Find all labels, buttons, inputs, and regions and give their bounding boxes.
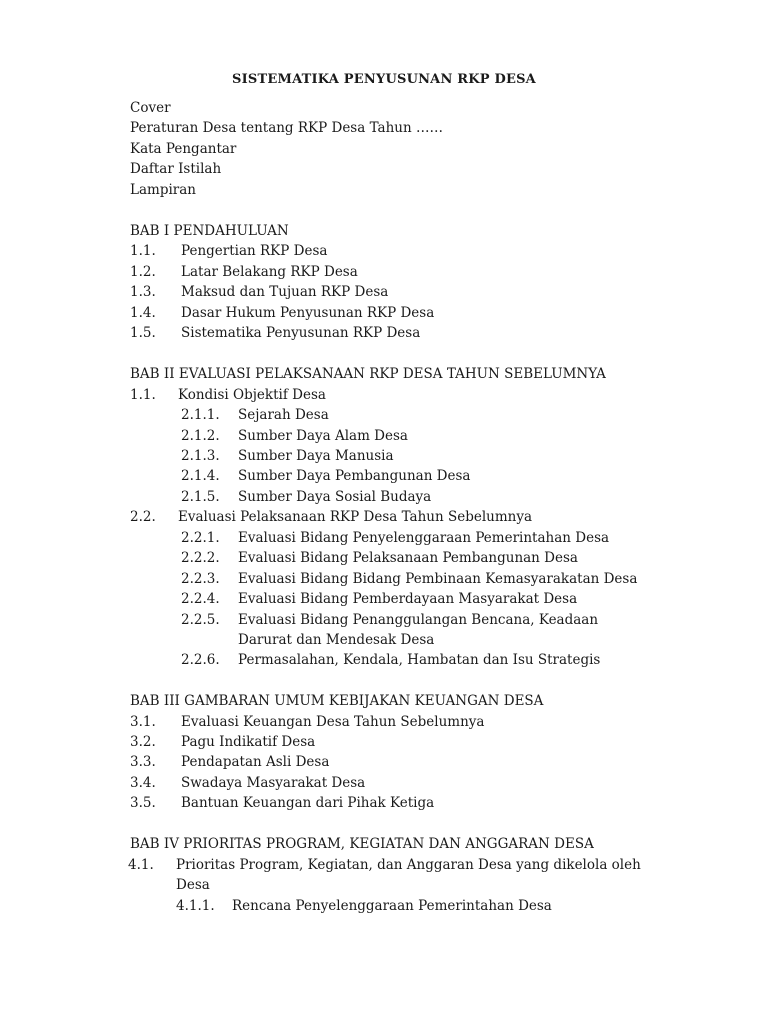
item-text: Kondisi Objektif Desa [178, 387, 326, 403]
item-text: Sumber Daya Sosial Budaya [238, 489, 432, 505]
item-number: 1.1. [130, 243, 156, 259]
chapter-heading-bab-1: BAB I PENDAHULUAN [130, 223, 289, 239]
item-text: Evaluasi Bidang Penyelenggaraan Pemerintahan Desa [238, 530, 610, 546]
item-text-continued: Darurat dan Mendesak Desa [238, 632, 435, 648]
item-text: Latar Belakang RKP Desa [181, 264, 358, 280]
item-number: 4.1.1. [176, 898, 215, 914]
item-number: 2.2.6. [181, 652, 220, 668]
item-text: Dasar Hukum Penyusunan RKP Desa [181, 305, 435, 321]
page-title: SISTEMATIKA PENYUSUNAN RKP DESA [232, 72, 536, 87]
item-number: 1.3. [130, 284, 156, 300]
item-text: Bantuan Keuangan dari Pihak Ketiga [181, 795, 435, 811]
item-number: 3.2. [130, 734, 156, 750]
chapter-heading-bab-3: BAB III GAMBARAN UMUM KEBIJAKAN KEUANGAN DESA [130, 693, 544, 709]
item-text: Maksud dan Tujuan RKP Desa [181, 284, 389, 300]
item-number: 2.2. [130, 509, 156, 525]
item-text: Pendapatan Asli Desa [181, 754, 330, 770]
item-text: Evaluasi Bidang Pelaksanaan Pembangunan Desa [238, 550, 578, 566]
front-matter-kata-pengantar: Kata Pengantar [130, 141, 237, 157]
item-number: 2.1.1. [181, 407, 220, 423]
item-text: Pagu Indikatif Desa [181, 734, 316, 750]
item-number: 3.3. [130, 754, 156, 770]
front-matter-lampiran: Lampiran [130, 182, 196, 198]
item-text: Evaluasi Keuangan Desa Tahun Sebelumnya [181, 714, 485, 730]
item-text-continued: Desa [176, 877, 210, 893]
item-number: 2.1.3. [181, 448, 220, 464]
item-number: 1.5. [130, 325, 156, 341]
item-number: 2.1.5. [181, 489, 220, 505]
item-text: Sumber Daya Manusia [238, 448, 394, 464]
front-matter-cover: Cover [130, 100, 171, 116]
chapter-heading-bab-4: BAB IV PRIORITAS PROGRAM, KEGIATAN DAN ANGGARAN DESA [130, 836, 594, 852]
item-number: 2.2.3. [181, 571, 220, 587]
item-number: 2.1.4. [181, 468, 220, 484]
item-text: Evaluasi Bidang Bidang Pembinaan Kemasyarakatan Desa [238, 571, 638, 587]
item-number: 2.2.1. [181, 530, 220, 546]
item-number: 1.2. [130, 264, 156, 280]
item-text: Sejarah Desa [238, 407, 329, 423]
item-text: Evaluasi Bidang Penanggulangan Bencana, Keadaan [238, 612, 599, 628]
item-text: Pengertian RKP Desa [181, 243, 328, 259]
front-matter-daftar-istilah: Daftar Istilah [130, 161, 222, 177]
item-text: Prioritas Program, Kegiatan, dan Anggaran Desa yang dikelola oleh [176, 857, 641, 873]
item-number: 3.5. [130, 795, 156, 811]
item-text: Sumber Daya Alam Desa [238, 428, 408, 444]
chapter-heading-bab-2: BAB II EVALUASI PELAKSANAAN RKP DESA TAHUN SEBELUMNYA [130, 366, 606, 382]
item-number: 3.1. [130, 714, 156, 730]
item-number: 1.4. [130, 305, 156, 321]
item-text: Swadaya Masyarakat Desa [181, 775, 366, 791]
item-number: 3.4. [130, 775, 156, 791]
front-matter-peraturan: Peraturan Desa tentang RKP Desa Tahun …… [130, 120, 443, 136]
item-text: Sistematika Penyusunan RKP Desa [181, 325, 421, 341]
item-number: 2.2.5. [181, 612, 220, 628]
item-number: 2.1.2. [181, 428, 220, 444]
item-text: Permasalahan, Kendala, Hambatan dan Isu Strategis [238, 652, 601, 668]
item-number: 2.2.4. [181, 591, 220, 607]
item-text: Rencana Penyelenggaraan Pemerintahan Desa [232, 898, 552, 914]
item-number: 4.1. [128, 857, 154, 873]
item-number: 1.1. [130, 387, 156, 403]
item-text: Evaluasi Bidang Pemberdayaan Masyarakat Desa [238, 591, 578, 607]
item-number: 2.2.2. [181, 550, 220, 566]
item-text: Sumber Daya Pembangunan Desa [238, 468, 471, 484]
item-text: Evaluasi Pelaksanaan RKP Desa Tahun Sebelumnya [178, 509, 533, 525]
